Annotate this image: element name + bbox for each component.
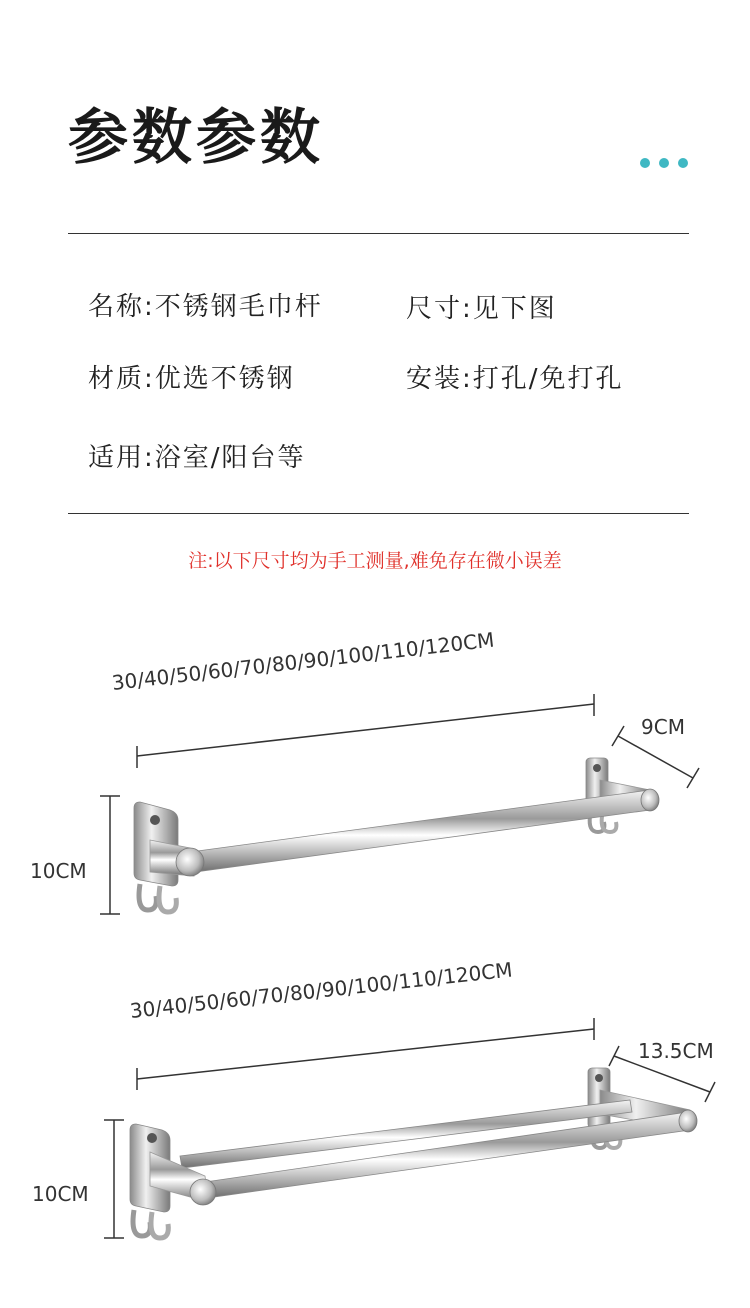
single-bar-length-label: 30/40/50/60/70/80/90/100/110/120CM [110,627,496,695]
double-bar-height-label: 10CM [32,1182,89,1206]
double-bar-illustration [0,960,750,1260]
divider-top [68,233,689,234]
length-dimension-line [137,704,594,756]
length-dimension-line [137,1029,594,1079]
double-bar-depth-label: 13.5CM [638,1039,714,1063]
dot-icon [659,158,669,168]
page-title: 参数参数 [68,103,324,173]
spec-name: 名称:不锈钢毛巾杆 [88,292,323,322]
single-bar-depth-label: 9CM [641,715,685,739]
spec-size: 尺寸:见下图 [406,294,557,324]
single-bar-height-label: 10CM [30,859,87,883]
towel-bar [190,790,650,872]
spec-material: 材质:优选不锈钢 [88,364,295,394]
dot-icon [640,158,650,168]
double-bar-figure [0,960,750,1260]
divider-bottom [68,513,689,514]
depth-dimension-line [618,736,693,778]
spec-install: 安装:打孔/免打孔 [406,364,624,394]
double-bar-length-label: 30/40/50/60/70/80/90/100/110/120CM [128,957,514,1023]
spec-usage: 适用:浴室/阳台等 [88,443,306,473]
decor-dots [640,158,688,168]
dot-icon [678,158,688,168]
measurement-note: 注:以下尺寸均为手工测量,难免存在微小误差 [188,550,562,572]
